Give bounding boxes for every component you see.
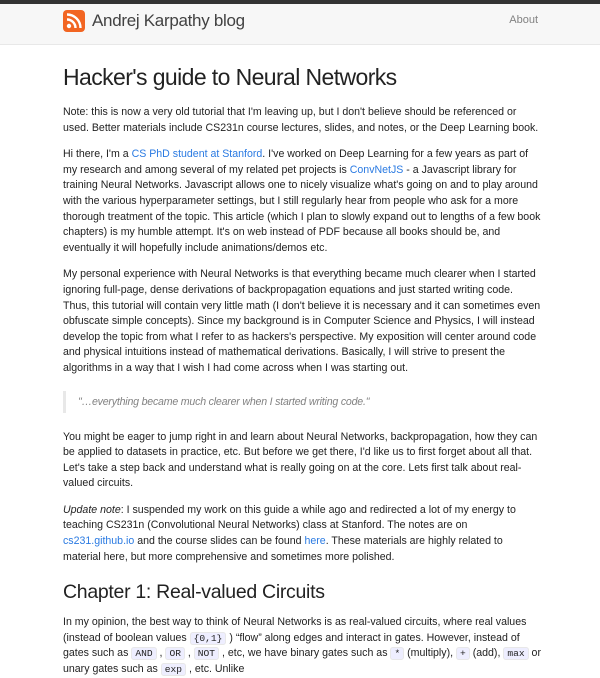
convnetjs-link[interactable]: ConvNetJS [349,163,404,176]
note-paragraph: Note: this is now a very old tutorial that I'm leaving up, but I don't believe should be referenced or used. Better materials include CS231n course lectures, slides, and notes, or the Deep Learning book. [63,106,539,134]
circuits-paragraph [63,615,541,677]
circuits-text-1: In my opinion, the best way to think of Neural Networks is as real-valued circuits, where real values (instead of boolean values [63,616,527,644]
update-note-paragraph [63,503,541,565]
multiply-gate-code: * [390,647,404,660]
intro-text-2: . I've worked on Deep Learning for a few years as part of my research and among several of my related pet projects is [63,148,529,176]
update-text-2: and the course slides can be found [134,535,305,548]
cs-phd-stanford-link[interactable]: CS PhD student at Stanford [131,148,263,161]
circuits-text-5: , etc, we have binary gates such as [219,647,391,660]
post-title: Hacker's guide to Neural Networks [63,64,397,90]
max-gate-code: max [503,647,528,660]
intro-text-3: - a Javascript library for training Neural Networks. Javascript allows one to nicely visualize what's going on and to play around with the various hyperparameter settings, but I still regularly hear from people who ask for a more thorough treatment of the topic. This article (which I plan to slowly expand out to lengths of a few book chapters) is my humble attempt. It's on web instead of PDF because all books should be, and eventually it will hopefully include animations/demos etc. [63,163,541,254]
update-note-label: Update note [63,503,121,516]
circuits-text-8: or unary gates such as [63,647,541,676]
rss-feed-icon[interactable] [63,10,85,32]
update-text-1: : I suspended my work on this guide a while ago and redirected a lot of my energy to teaching CS231n (Convolutional Neural Networks) class at Stanford. The notes are on [63,503,516,532]
boolean-values-code: {0,1} [190,632,227,645]
eager-paragraph: You might be eager to jump right in and learn about Neural Networks, backpropagation, how they can be applied to datasets in practice, etc. But before we get there, I'd like us to first forget about all that. Let's take a step back and understand what is really going on at the core. Lets first talk about real-valued circuits. [63,430,538,490]
exp-gate-code: exp [161,663,186,676]
circuits-text-7: (add), [469,647,504,660]
or-gate-code: OR [165,647,185,660]
nav-about-link[interactable]: About [509,14,538,26]
site-header [0,0,600,45]
pull-quote: "…everything became much clearer when I started writing code." [63,391,541,413]
post-content [63,44,541,678]
not-gate-code: NOT [194,647,219,660]
intro-text-1: Hi there, I'm a [63,148,132,161]
circuits-text-2: ) “flow” along edges and interact in gates. However, instead of gates such as [63,631,520,660]
cs231-github-link[interactable]: cs231.github.io [63,535,135,548]
circuits-text-3: , [156,647,166,660]
circuits-text-6: (multiply), [404,647,456,660]
experience-paragraph: My personal experience with Neural Networks is that everything became much clearer when I started ignoring full-page, dense derivations of backpropagation equations and just started writing code. Thus, this tutorial will contain very little math (I don't believe it is necessary and it can sometimes even obfuscate simple concepts). Since my background is in Computer Science and Physics, I will instead develop the topic from what I refer to as hackers's perspective. My exposition will center around code and physical intuitions instead of mathematical derivations. Basically, I will strive to present the algorithms in a way that I wish I had come across when I was starting out. [63,268,541,374]
site-title-link[interactable]: Andrej Karpathy blog [92,11,245,30]
circuits-text-9: , etc. Unlike [186,663,245,676]
course-slides-link[interactable]: here [304,535,326,548]
circuits-text-4: , [184,647,194,660]
chapter-1-heading: Chapter 1: Real-valued Circuits [63,581,325,604]
and-gate-code: AND [131,647,156,660]
update-text-3: . These materials are highly related to material here, but more comprehensive and sometimes more polished. [63,535,503,563]
intro-paragraph [63,147,541,256]
add-gate-code: + [456,647,470,660]
